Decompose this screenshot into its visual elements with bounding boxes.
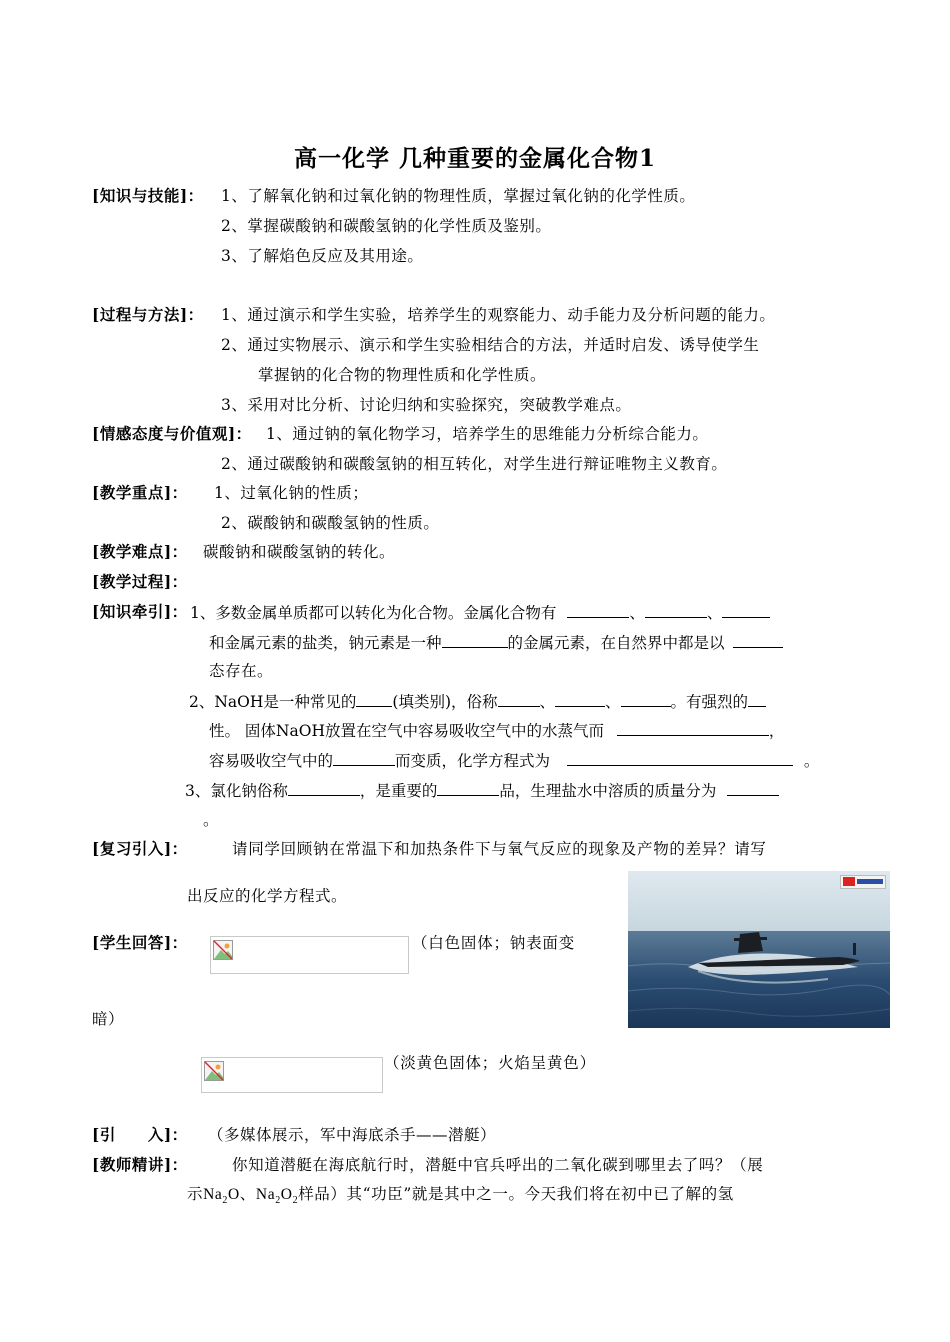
lead-line-2-cont bbox=[209, 720, 784, 741]
blank[interactable] bbox=[498, 691, 540, 707]
formula-na2o2: $Na_2O_2$ bbox=[255, 1186, 299, 1207]
lead-text-1d: 态存在。 bbox=[209, 662, 274, 680]
broken-image-icon bbox=[204, 1061, 224, 1081]
teacher-text-1: 你知道潜艇在海底航行时，潜艇中官兵呼出的二氧化碳到哪里去了吗？（展 bbox=[232, 1156, 764, 1174]
blank[interactable] bbox=[567, 750, 793, 766]
lead-line-1 bbox=[190, 602, 770, 623]
submarine-photo bbox=[628, 871, 890, 1028]
submarine-image bbox=[628, 871, 890, 1028]
formula-na2o: $Na_2O$ bbox=[203, 1186, 240, 1207]
difficulty-label: [教学难点]： bbox=[92, 542, 188, 561]
lead-text-3c: 品，生理盐水中溶质的质量分为 bbox=[499, 782, 717, 800]
teacher-label: [教师精讲]： bbox=[92, 1155, 188, 1174]
lead-text-1b: 和金属元素的盐类，钠元素是一种 bbox=[209, 634, 442, 652]
blank[interactable] bbox=[288, 780, 360, 796]
lead-text-2c: 。有强烈的 bbox=[670, 693, 749, 711]
difficulty-text: 碳酸钠和碳酸氢钠的转化。 bbox=[203, 543, 396, 561]
intro-text: （多媒体展示，军中海底杀手——潜艇） bbox=[208, 1126, 497, 1144]
knowledge-item-2: 2、掌握碳酸钠和碳酸氢钠的化学性质及鉴别。 bbox=[221, 217, 552, 235]
lead-label: [知识牵引]： bbox=[92, 602, 188, 621]
teacher-text-2b: 样品）其“功臣”就是其中之一。今天我们将在初中已了解的氢 bbox=[298, 1185, 734, 1203]
review-text-2: 出反应的化学方程式。 bbox=[187, 887, 348, 905]
lead-line-2 bbox=[189, 691, 766, 712]
equation-image-placeholder-2 bbox=[201, 1057, 383, 1093]
lead-line-2-cont2 bbox=[209, 750, 819, 771]
separator: 、 bbox=[706, 604, 723, 622]
broken-image-icon bbox=[213, 940, 233, 960]
emotion-item-2: 2、通过碳酸钠和碳酸氢钠的相互转化，对学生进行辩证唯物主义教育。 bbox=[221, 455, 728, 473]
blank[interactable] bbox=[722, 602, 770, 618]
review-label: [复习引入]： bbox=[92, 839, 188, 858]
lead-line-3 bbox=[185, 780, 779, 801]
blank[interactable] bbox=[727, 780, 779, 796]
lead-text-3a: 3、氯化钠俗称 bbox=[185, 782, 288, 800]
key-points-label: [教学重点]： bbox=[92, 483, 188, 502]
process-item-2: 2、通过实物展示、演示和学生实验相结合的方法，并适时启发、诱导使学生 bbox=[221, 336, 760, 354]
equation-image-placeholder-1 bbox=[210, 936, 409, 974]
answer-note-2: （淡黄色固体；火焰呈黄色） bbox=[384, 1054, 596, 1072]
lead-text-1a: 1、多数金属单质都可以转化为化合物。金属化合物有 bbox=[190, 604, 557, 622]
blank[interactable] bbox=[733, 632, 783, 648]
blank[interactable] bbox=[617, 720, 769, 736]
blank[interactable] bbox=[555, 691, 605, 707]
lead-text-2a: 2、NaOH是一种常见的 bbox=[189, 693, 357, 711]
blank[interactable] bbox=[567, 602, 629, 618]
answer-note-1-cont: 暗） bbox=[92, 1010, 125, 1028]
lead-text-1c: 的金属元素，在自然界中都是以 bbox=[507, 634, 725, 652]
page-title: 高一化学 几种重要的金属化合物1 bbox=[293, 145, 656, 172]
blank[interactable] bbox=[442, 632, 508, 648]
blank[interactable] bbox=[621, 691, 671, 707]
comma: ， bbox=[768, 722, 785, 740]
separator: 、 bbox=[239, 1185, 256, 1203]
teacher-text-2 bbox=[187, 1184, 734, 1211]
lead-text-2e: 容易吸收空气中的 bbox=[209, 752, 334, 770]
emotion-label: [情感态度与价值观]： bbox=[92, 424, 252, 443]
separator: 、 bbox=[605, 693, 621, 711]
key-point-2: 2、碳酸钠和碳酸氢钠的性质。 bbox=[221, 514, 440, 532]
blank[interactable] bbox=[645, 602, 707, 618]
blank[interactable] bbox=[356, 691, 392, 707]
blank[interactable] bbox=[748, 691, 766, 707]
lead-text-2b: (填类别)，俗称 bbox=[392, 693, 498, 711]
blank[interactable] bbox=[333, 750, 395, 766]
intro-label: [引 入]： bbox=[92, 1125, 188, 1144]
lead-line-1-cont bbox=[209, 632, 783, 653]
separator: 、 bbox=[629, 604, 645, 622]
knowledge-label: [知识与技能]： bbox=[92, 186, 204, 205]
lead-text-2f: 而变质，化学方程式为 bbox=[395, 752, 551, 770]
lead-text-3b: ，是重要的 bbox=[359, 782, 438, 800]
answer-note-1: （白色固体；钠表面变 bbox=[412, 934, 576, 952]
answer-label: [学生回答]： bbox=[92, 933, 188, 952]
review-text-1: 请同学回顾钠在常温下和加热条件下与氧气反应的现象及产物的差异？请写 bbox=[232, 840, 767, 858]
knowledge-item-3: 3、了解焰色反应及其用途。 bbox=[221, 247, 424, 265]
key-point-1: 1、过氧化钠的性质； bbox=[214, 484, 369, 502]
teaching-process-label: [教学过程]： bbox=[92, 572, 188, 591]
process-item-3: 3、采用对比分析、讨论归纳和实验探究，突破教学难点。 bbox=[221, 396, 632, 414]
separator: 、 bbox=[539, 693, 556, 711]
knowledge-item-1: 1、了解氧化钠和过氧化钠的物理性质，掌握过氧化钠的化学性质。 bbox=[221, 187, 696, 205]
blank[interactable] bbox=[437, 780, 499, 796]
emotion-item-1: 1、通过钠的氧化物学习，培养学生的思维能力分析综合能力。 bbox=[266, 425, 709, 443]
teacher-text-2a: 示 bbox=[187, 1185, 204, 1203]
period: 。 bbox=[803, 752, 820, 770]
lead-text-2d: 性。 固体NaOH放置在空气中容易吸收空气中的水蒸气而 bbox=[209, 722, 604, 740]
process-item-2-cont: 掌握钠的化合物的物理性质和化学性质。 bbox=[258, 366, 547, 384]
process-item-1: 1、通过演示和学生实验，培养学生的观察能力、动手能力及分析问题的能力。 bbox=[221, 306, 776, 324]
process-label: [过程与方法]： bbox=[92, 305, 204, 324]
lead-text-3d: 。 bbox=[203, 811, 220, 829]
photo-watermark-logo bbox=[840, 875, 886, 889]
